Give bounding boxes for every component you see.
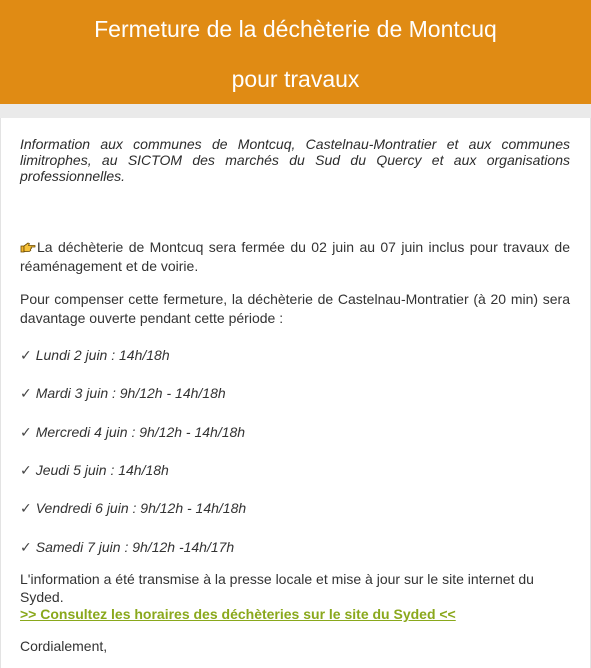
header-title-line2: pour travaux xyxy=(231,66,360,92)
check-icon: ✓ xyxy=(20,425,32,441)
check-icon: ✓ xyxy=(20,540,32,556)
check-icon: ✓ xyxy=(20,463,32,479)
schedule-item xyxy=(20,423,245,441)
schedule-item-label: Vendredi 6 juin : 9h/12h - 14h/18h xyxy=(35,500,247,516)
syded-schedule-link[interactable]: >> Consultez les horaires des déchèteries sur le site du Syded << xyxy=(20,606,456,622)
schedule-item xyxy=(20,461,169,479)
check-icon: ✓ xyxy=(20,386,32,402)
schedule-item-label: Lundi 2 juin : 14h/18h xyxy=(35,347,170,363)
schedule-item xyxy=(20,499,246,517)
intro-text: Information aux communes de Montcuq, Castelnau-Montratier et aux communes limitrophes, au SICTOM des marchés du Sud du Quercy et aux organisations professionnelles. xyxy=(20,136,570,184)
schedule-item-label: Samedi 7 juin : 9h/12h -14h/17h xyxy=(35,539,235,555)
closure-text: La déchèterie de Montcuq sera fermée du 02 juin au 07 juin inclus pour travaux de réaménagement et de voirie. xyxy=(20,239,570,274)
schedule-item xyxy=(20,346,170,364)
compensation-text: Pour compenser cette fermeture, la déchèterie de Castelnau-Montratier (à 20 min) sera davantage ouverte pendant cette période : xyxy=(20,291,570,326)
schedule-item xyxy=(20,384,226,402)
pointing-hand-icon xyxy=(20,239,36,251)
schedule-item-label: Jeudi 5 juin : 14h/18h xyxy=(35,462,169,478)
schedule-item xyxy=(20,538,234,556)
check-icon: ✓ xyxy=(20,348,32,364)
closing-text: Cordialement, xyxy=(20,638,108,654)
closure-paragraph xyxy=(20,238,570,276)
header-title-line1: Fermeture de la déchèterie de Montcuq xyxy=(94,16,497,42)
frame-border-left xyxy=(0,118,1,668)
check-icon: ✓ xyxy=(20,501,32,517)
info-text: L'information a été transmise à la presse locale et mise à jour sur le site internet du Syded. xyxy=(20,571,534,605)
message-body xyxy=(20,136,570,654)
schedule-item-label: Mardi 3 juin : 9h/12h - 14h/18h xyxy=(35,385,226,401)
header-banner xyxy=(0,0,591,104)
header-separator xyxy=(0,104,591,118)
schedule-item-label: Mercredi 4 juin : 9h/12h - 14h/18h xyxy=(35,424,246,440)
